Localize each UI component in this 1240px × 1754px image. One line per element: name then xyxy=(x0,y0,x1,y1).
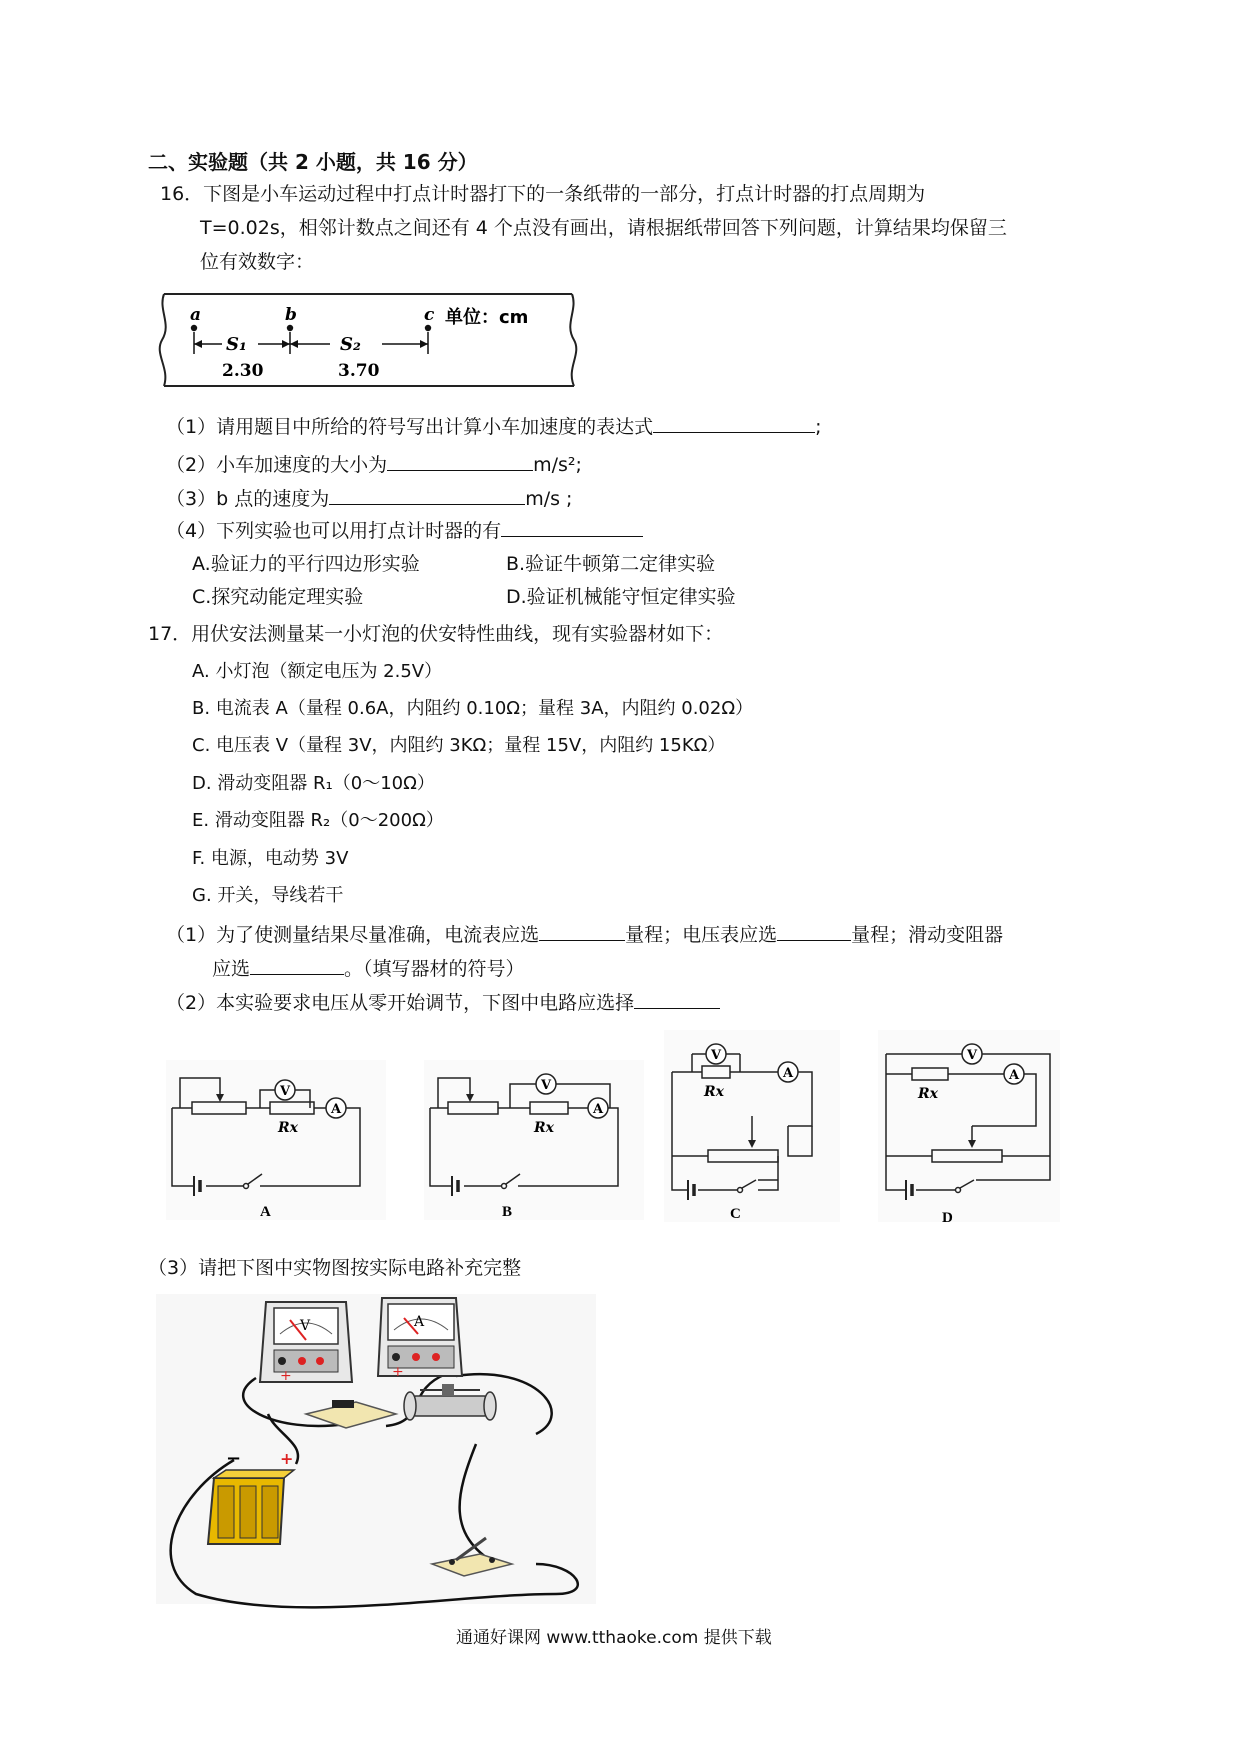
q17-sub2-text: （2）本实验要求电压从零开始调节，下图中电路应选择 xyxy=(166,992,635,1014)
q16-sub2-unit: m/s²; xyxy=(533,454,582,476)
q16-answer-blank-4[interactable] xyxy=(501,518,643,537)
circuit-c-voltmeter-symbol: V xyxy=(711,1048,722,1063)
circuit-a-ammeter-symbol: A xyxy=(331,1102,342,1117)
tape-label-c: c xyxy=(424,305,435,325)
tape-point-a xyxy=(191,325,197,331)
q16-answer-blank-2[interactable] xyxy=(387,452,533,471)
tape-label-a: a xyxy=(190,305,202,325)
q16-sub4-text: （4）下列实验也可以用打点计时器的有 xyxy=(166,520,502,542)
battery-plus-sign: + xyxy=(280,1449,294,1468)
voltmeter-plus-sign: + xyxy=(280,1368,292,1384)
circuit-d-label: D xyxy=(942,1210,953,1226)
circuit-diagram-d xyxy=(876,1030,1062,1226)
circuit-d-voltmeter-symbol: V xyxy=(967,1048,978,1063)
q16-option-c: C.探究动能定理实验 xyxy=(192,586,364,608)
circuit-a-rx-label: Rx xyxy=(278,1120,298,1136)
circuit-a-label: A xyxy=(260,1204,271,1220)
q17-sub1-line1 xyxy=(166,922,1003,947)
apparatus-photo xyxy=(156,1294,596,1604)
tape-label-b: b xyxy=(285,305,297,325)
q17-rheostat-blank[interactable] xyxy=(250,956,344,975)
circuit-b-label: B xyxy=(502,1204,513,1220)
q17-sub1-text-d: 应选 xyxy=(212,958,251,980)
q16-sub2-text: （2）小车加速度的大小为 xyxy=(166,454,388,476)
q17-ammeter-range-blank[interactable] xyxy=(539,922,625,941)
voltmeter-face-label: V xyxy=(300,1318,311,1334)
q17-item-g: G. 开关，导线若干 xyxy=(192,885,344,906)
q17-item-b: B. 电流表 A（量程 0.6A，内阻约 0.10Ω；量程 3A，内阻约 0.02Ω） xyxy=(192,698,754,719)
tape-unit-label: 单位：cm xyxy=(445,307,529,328)
circuit-diagram-c xyxy=(662,1030,842,1222)
tape-s1-value: 2.30 xyxy=(222,361,264,381)
q17-sub1-text-e: 。（填写器材的符号） xyxy=(344,958,525,980)
q16-sub1 xyxy=(166,414,822,439)
tape-s2-value: 3.70 xyxy=(338,361,380,381)
q17-sub1-text-a: （1）为了使测量结果尽量准确，电流表应选 xyxy=(166,924,540,946)
circuit-c-rx-label: Rx xyxy=(704,1084,724,1100)
ammeter-plus-sign: + xyxy=(392,1364,404,1380)
paper-tape-figure xyxy=(150,290,590,390)
q17-sub3: （3）请把下图中实物图按实际电路补充完整 xyxy=(148,1257,522,1279)
circuit-b-rx-label: Rx xyxy=(534,1120,554,1136)
tape-point-b xyxy=(287,325,293,331)
q16-answer-blank-1[interactable] xyxy=(653,414,815,433)
ammeter-face-label: A xyxy=(414,1314,425,1330)
circuit-b-voltmeter-symbol: V xyxy=(541,1078,552,1093)
q16-sub2 xyxy=(166,452,582,477)
q16-answer-blank-3[interactable] xyxy=(329,486,525,505)
q17-item-d: D. 滑动变阻器 R₁（0～10Ω） xyxy=(192,773,435,794)
q16-sub3-unit: m/s ; xyxy=(525,488,573,510)
q16-sub3 xyxy=(166,486,572,511)
q17-intro: 17．用伏安法测量某一小灯泡的伏安特性曲线，现有实验器材如下： xyxy=(148,623,724,645)
battery-minus-sign: − xyxy=(226,1448,242,1469)
q16-sub3-text: （3）b 点的速度为 xyxy=(166,488,330,510)
q17-item-f: F. 电源，电动势 3V xyxy=(192,848,349,869)
q16-line2: T=0.02s，相邻计数点之间还有 4 个点没有画出，请根据纸带回答下列问题，计算结果均保留三 xyxy=(200,217,1007,239)
q17-item-a: A. 小灯泡（额定电压为 2.5V） xyxy=(192,661,443,682)
q16-option-b: B.验证牛顿第二定律实验 xyxy=(506,553,716,575)
ammeter-device xyxy=(378,1298,462,1380)
tape-s1-label: S₁ xyxy=(226,334,247,355)
page-footer: 通通好课网 www.tthaoke.com 提供下载 xyxy=(456,1628,772,1648)
q17-sub1-line2 xyxy=(212,956,525,981)
circuit-c-label: C xyxy=(730,1206,741,1222)
q17-item-c: C. 电压表 V（量程 3V，内阻约 3KΩ；量程 15V，内阻约 15KΩ） xyxy=(192,735,726,756)
q17-item-e: E. 滑动变阻器 R₂（0～200Ω） xyxy=(192,810,444,831)
q17-voltmeter-range-blank[interactable] xyxy=(777,922,851,941)
q16-option-a: A.验证力的平行四边形实验 xyxy=(192,553,420,575)
tape-point-c xyxy=(425,325,431,331)
circuit-d-rx-label: Rx xyxy=(918,1086,938,1102)
q16-option-d: D.验证机械能守恒定律实验 xyxy=(506,586,736,608)
tape-s2-label: S₂ xyxy=(340,334,361,355)
circuit-d-ammeter-symbol: A xyxy=(1009,1068,1020,1083)
q16-sub1-text: （1）请用题目中所给的符号写出计算小车加速度的表达式 xyxy=(166,416,654,438)
section-title: 二、实验题（共 2 小题，共 16 分） xyxy=(148,150,478,174)
circuit-c-ammeter-symbol: A xyxy=(783,1066,794,1081)
circuit-diagram-a xyxy=(160,1060,390,1220)
q16-line1: 16．下图是小车运动过程中打点计时器打下的一条纸带的一部分，打点计时器的打点周期为 xyxy=(160,183,926,205)
circuit-diagram-b xyxy=(418,1060,648,1220)
q16-sub4 xyxy=(166,518,643,543)
circuit-b-ammeter-symbol: A xyxy=(593,1102,604,1117)
q16-sub1-end: ; xyxy=(815,416,822,438)
voltmeter-device xyxy=(260,1302,352,1384)
q17-sub1-text-b: 量程；电压表应选 xyxy=(625,924,778,946)
q17-circuit-choice-blank[interactable] xyxy=(634,990,720,1009)
q17-sub1-text-c: 量程；滑动变阻器 xyxy=(851,924,1004,946)
q17-sub2 xyxy=(166,990,720,1015)
circuit-a-voltmeter-symbol: V xyxy=(280,1084,291,1099)
q16-line3: 位有效数字： xyxy=(200,251,315,273)
